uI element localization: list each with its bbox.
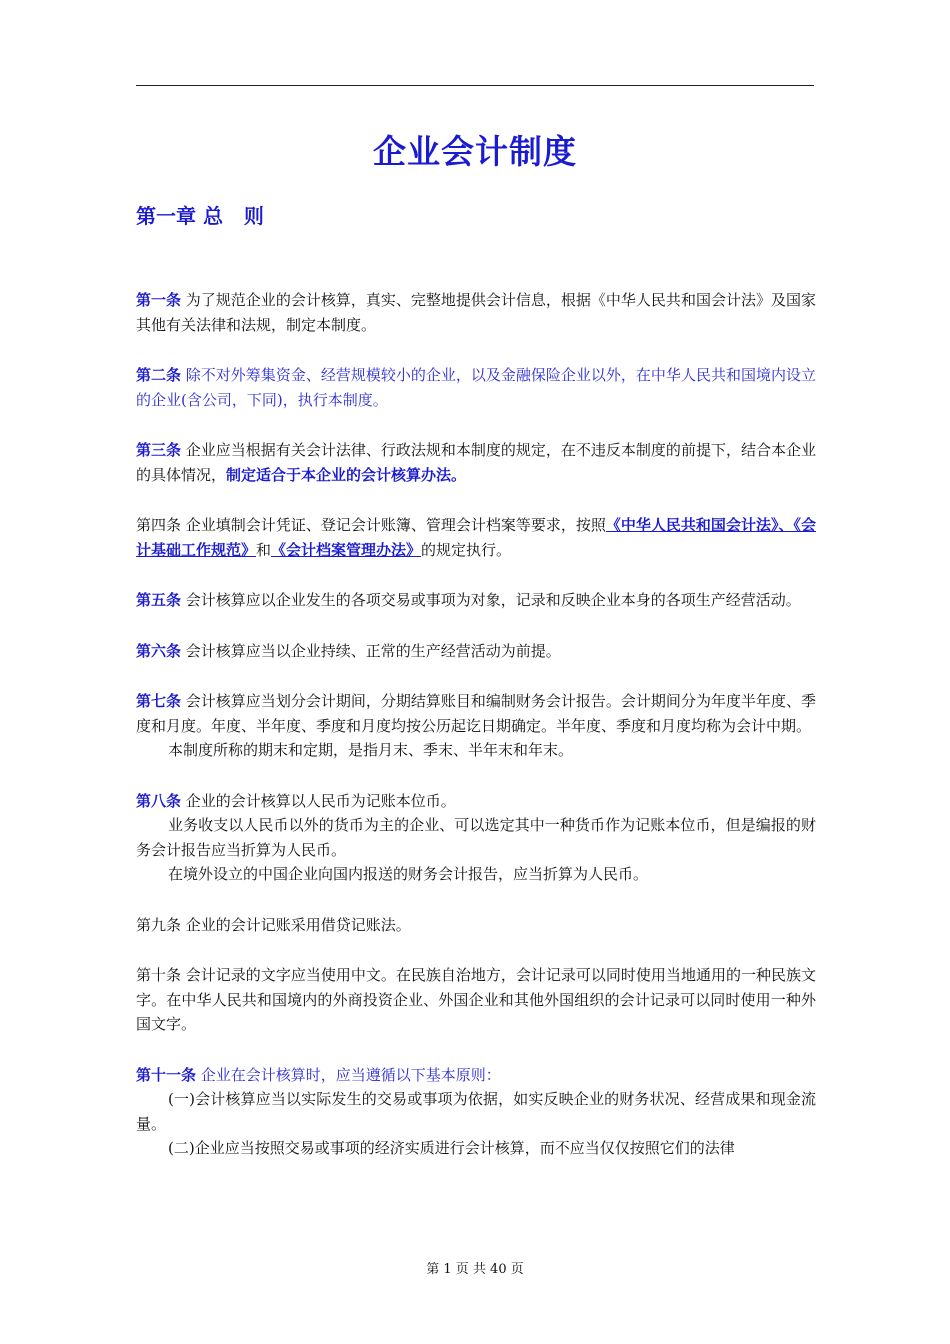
article-label: 第一条 (136, 291, 182, 309)
article-sub-paragraph: 业务收支以人民币以外的货币为主的企业、可以选定其中一种货币作为记账本位币，但是编报的财务会计报告应当折算为人民币。 (136, 816, 816, 859)
article-text: 企业在会计核算时，应当遵循以下基本原则： (196, 1065, 501, 1084)
article-label: 第五条 (136, 591, 182, 609)
document-body (136, 288, 816, 1187)
header-rule (136, 85, 814, 86)
article-6 (136, 639, 816, 664)
article-text: 的规定执行。 (421, 540, 512, 559)
article-label: 第八条 (136, 791, 182, 810)
article-sub-paragraph: 在境外设立的中国企业向国内报送的财务会计报告，应当折算为人民币。 (168, 865, 649, 883)
article-sub-paragraph: 本制度所称的期末和定期，是指月末、季末、半年末和年末。 (168, 741, 574, 759)
article-11 (136, 1063, 816, 1161)
article-9 (136, 913, 816, 938)
article-label: 第四条 (136, 516, 182, 534)
article-label: 第九条 (136, 915, 182, 934)
article-text: 会计核算应当以企业持续、正常的生产经营活动为前提。 (181, 641, 561, 660)
article-text: 会计核算应当划分会计期间，分期结算账目和编制财务会计报告。会计期间分为年度半年度、季度和月度。年度、半年度、季度和月度均按公历起讫日期确定。半年度、季度和月度均称为会计中期。 (136, 692, 816, 735)
article-4 (136, 513, 816, 562)
article-label: 第七条 (136, 692, 182, 710)
article-sub-paragraph: (一)会计核算应当以实际发生的交易或事项为依据，如实反映企业的财务状况、经营成果和现金流量。 (136, 1090, 816, 1133)
article-label: 第三条 (136, 441, 182, 459)
article-3 (136, 438, 816, 487)
archive-regulation-link[interactable]: 《会计档案管理办法》 (271, 540, 422, 559)
article-label: 第二条 (136, 366, 182, 384)
article-text: 为了规范企业的会计核算，真实、完整地提供会计信息，根据《中华人民共和国会计法》及国家其他有关法律和法规，制定本制度。 (136, 291, 816, 334)
article-7 (136, 689, 816, 763)
article-text: 会计核算应以企业发生的各项交易或事项为对象，记录和反映企业本身的各项生产经营活动。 (181, 591, 801, 609)
article-1 (136, 288, 816, 337)
article-text: 会计记录的文字应当使用中文。在民族自治地方，会计记录可以同时使用当地通用的一种民族文字。在中华人民共和国境内的外商投资企业、外国企业和其他外国组织的会计记录可以同时使用一种外国文字。 (136, 966, 816, 1033)
article-text: 和 (256, 540, 272, 559)
article-text: 除不对外筹集资金、经营规模较小的企业，以及金融保险企业以外，在中华人民共和国境内设立的企业(含公司，下同)，执行本制度。 (136, 366, 816, 409)
article-emphasis: 制定适合于本企业的会计核算办法。 (226, 465, 467, 484)
article-2 (136, 363, 816, 412)
article-text: 企业的会计记账采用借贷记账法。 (181, 915, 411, 934)
chapter-heading: 第一章 总 则 (136, 204, 264, 228)
article-10 (136, 963, 816, 1037)
page-footer: 第 1 页 共 40 页 (426, 1262, 524, 1277)
article-sub-paragraph: (二)企业应当按照交易或事项的经济实质进行会计核算，而不应当仅仅按照它们的法律 (168, 1139, 735, 1157)
law-reference-link[interactable]: 《中华人民共和国会计法》、《会计基础工作规范》 (136, 516, 816, 559)
document-title: 企业会计制度 (373, 132, 577, 171)
article-text: 企业的会计核算以人民币为记账本位币。 (181, 791, 456, 810)
article-label: 第十一条 (136, 1065, 197, 1084)
article-8 (136, 789, 816, 887)
article-5 (136, 588, 816, 613)
article-text: 企业填制会计凭证、登记会计账簿、管理会计档案等要求，按照 (181, 516, 606, 534)
article-label: 第十条 (136, 966, 182, 984)
article-label: 第六条 (136, 641, 182, 660)
article-text: 企业应当根据有关会计法律、行政法规和本制度的规定，在不违反本制度的前提下，结合本企业的具体情况， (136, 441, 816, 484)
